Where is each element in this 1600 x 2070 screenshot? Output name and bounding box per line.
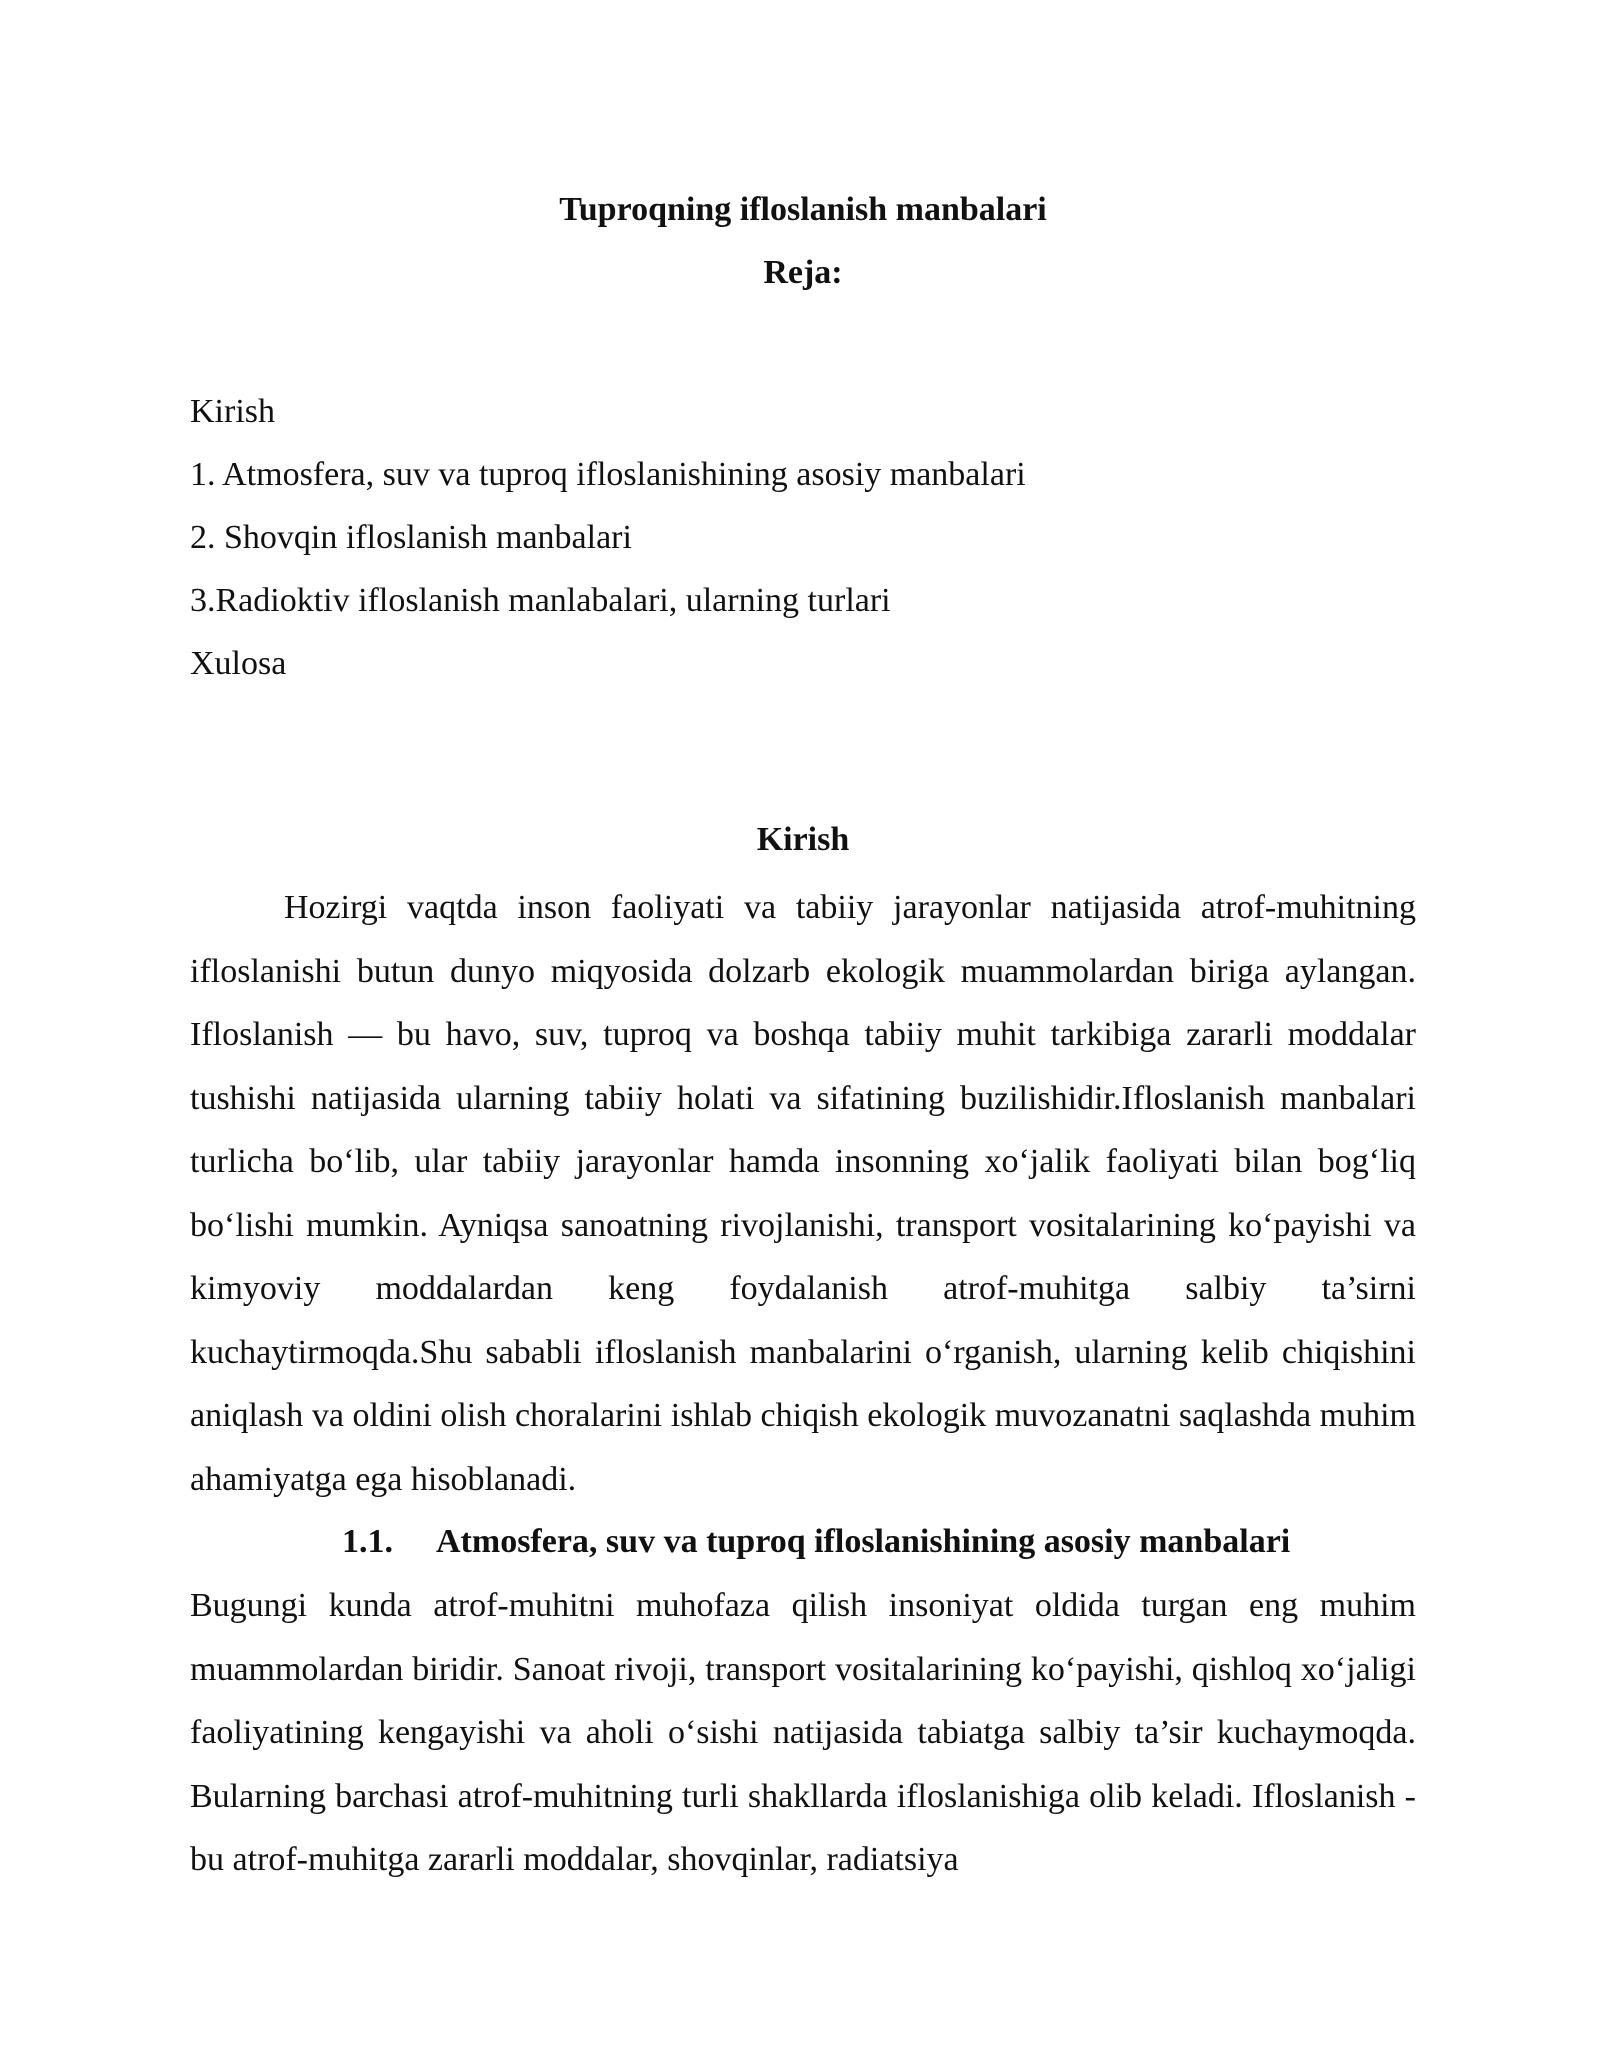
plan-item: 3.Radioktiv ifloslanish manlabalari, ularning turlari xyxy=(190,582,891,619)
intro-paragraph: Hozirgi vaqtda inson faoliyati va tabiiy jarayonlar natijasida atrof-muhitning ifloslanishi butun dunyo miqyosida dolzarb ekologik muammolardan biriga aylangan. Ifloslanish — bu havo, suv, tuproq va boshqa tabiiy muhit tarkibiga zararli moddalar tushishi natijasida ularning tabiiy holati va sifatining buzilishidir.Ifloslanish manbalari turlicha bo‘lib, ular tabiiy jarayonlar hamda insonning xo‘jalik faoliyati bilan bog‘liq bo‘lishi mumkin. Ayniqsa sanoatning rivojlanishi, transport vositalarining ko‘payishi va kimyoviy moddalardan keng foydalanish atrof-muhitga salbiy ta’sirni kuchaytirmoqda.Shu sababli ifloslanish manbalarini o‘rganish, ularning kelib chiqishini aniqlash va oldini olish choralarini ishlab chiqish ekologik muvozanatni saqlashda muhim ahamiyatga ega hisoblanadi. xyxy=(190,889,1416,1498)
plan-item: Kirish xyxy=(190,393,275,430)
section-title: Atmosfera, suv va tuproq ifloslanishining asosiy manbalari xyxy=(436,1523,1291,1560)
document-title: Tuproqning ifloslanish manbalari xyxy=(559,191,1047,228)
section-heading xyxy=(190,1510,1416,1573)
intro-heading: Kirish xyxy=(756,821,850,858)
plan-heading: Reja: xyxy=(763,254,843,291)
plan-item: Xulosa xyxy=(190,645,287,682)
section-paragraph: Bugungi kunda atrof-muhitni muhofaza qilish insoniyat oldida turgan eng muhim muammolardan biridir. Sanoat rivoji, transport vositalarining ko‘payishi, qishloq xo‘jaligi faoliyatining kengayishi va aholi o‘sishi natijasida tabiatga salbiy ta’sir kuchaymoqda. Bularning barchasi atrof-muhitning turli shakllarda ifloslanishiga olib keladi. Ifloslanish - bu atrof-muhitga zararli moddalar, shovqinlar, radiatsiya xyxy=(190,1587,1416,1878)
plan-item: 1. Atmosfera, suv va tuproq ifloslanishining asosiy manbalari xyxy=(190,456,1026,493)
section-number: 1.1. xyxy=(342,1523,393,1560)
plan-list xyxy=(190,380,1416,695)
plan-item: 2. Shovqin ifloslanish manbalari xyxy=(190,519,632,556)
